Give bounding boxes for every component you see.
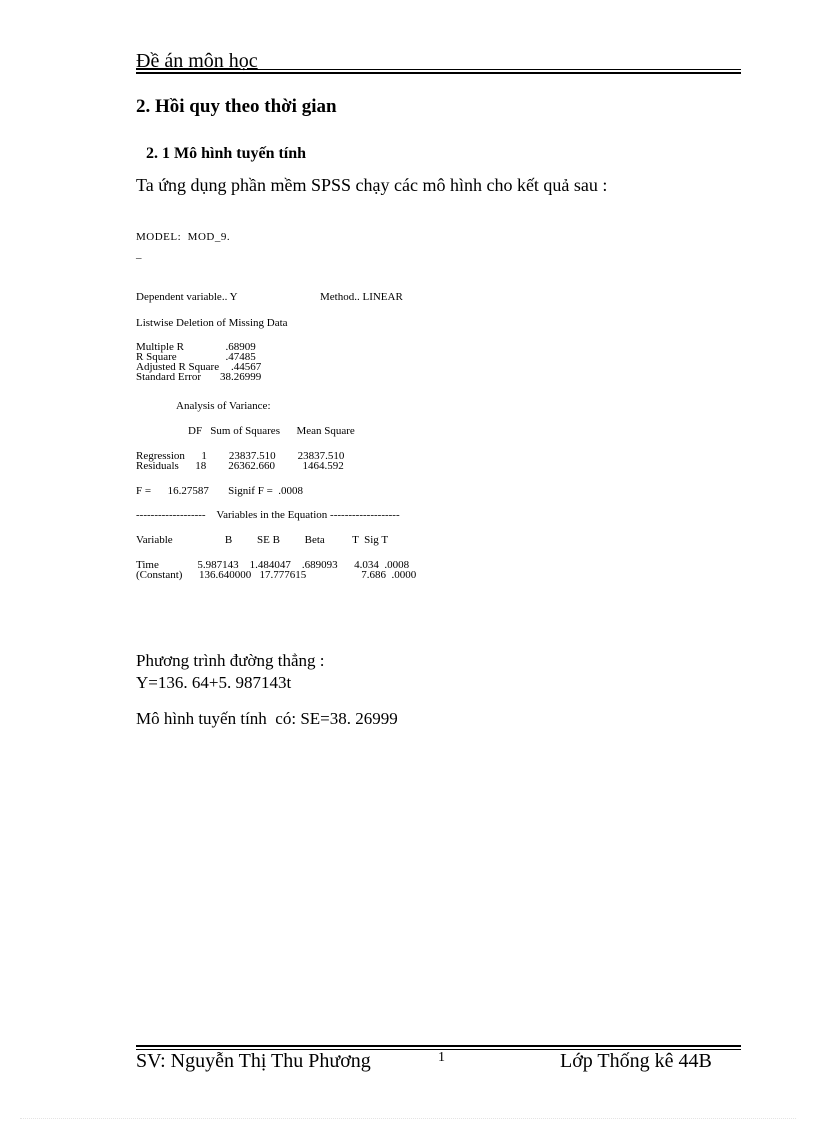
spss-dash: _ (136, 248, 142, 260)
subsection-heading: 2. 1 Mô hình tuyến tính (146, 145, 307, 162)
spss-dependent-variable: Dependent variable.. Y (136, 291, 238, 303)
equation-title: Phương trình đường thẳng : (136, 651, 325, 670)
spss-anova-rows: Regression 1 23837.510 23837.510 Residuals 18 26362.660 1464.592 (136, 450, 345, 472)
standard-error-line: Mô hình tuyến tính có: SE=38. 26999 (136, 709, 398, 728)
page-number: 1 (438, 1050, 445, 1065)
footer-rule-thick (136, 1045, 741, 1047)
spss-f-statistic: F = 16.27587 Signif F = .0008 (136, 485, 304, 497)
spss-separator: ------------------- Variables in the Equation ------------------- (136, 509, 400, 521)
header-rule (136, 69, 741, 70)
footer-student: SV: Nguyễn Thị Thu Phương (136, 1050, 371, 1072)
spss-listwise: Listwise Deletion of Missing Data (136, 317, 288, 329)
spss-method: Method.. LINEAR (320, 291, 403, 303)
section-heading: 2. Hồi quy theo thời gian (136, 96, 337, 117)
spss-r-labels: Multiple R R Square Adjusted R Square Standard Error (136, 341, 220, 383)
intro-text: Ta ứng dụng phần mềm SPSS chạy các mô hình cho kết quả sau : (136, 175, 608, 195)
header-rule-thick (136, 72, 741, 74)
spss-anova-header: DF Sum of Squares Mean Square (188, 425, 355, 437)
header-title: Đề án môn học (136, 50, 258, 72)
spss-anova-title: Analysis of Variance: (176, 400, 271, 412)
spss-model: MODEL: MOD_9. (136, 231, 231, 243)
page-edge (20, 1118, 796, 1119)
footer-class: Lớp Thống kê 44B (560, 1050, 712, 1072)
spss-variables-header: Variable B SE B Beta T Sig T (136, 534, 389, 546)
spss-r-values: .68909 .47485 .44567 38.26999 (220, 341, 262, 383)
regression-equation: Y=136. 64+5. 987143t (136, 673, 292, 692)
spss-variables-rows: Time 5.987143 1.484047 .689093 4.034 .0008 (Constant) 136.640000 17.777615 7.686 .0000 (136, 559, 417, 581)
